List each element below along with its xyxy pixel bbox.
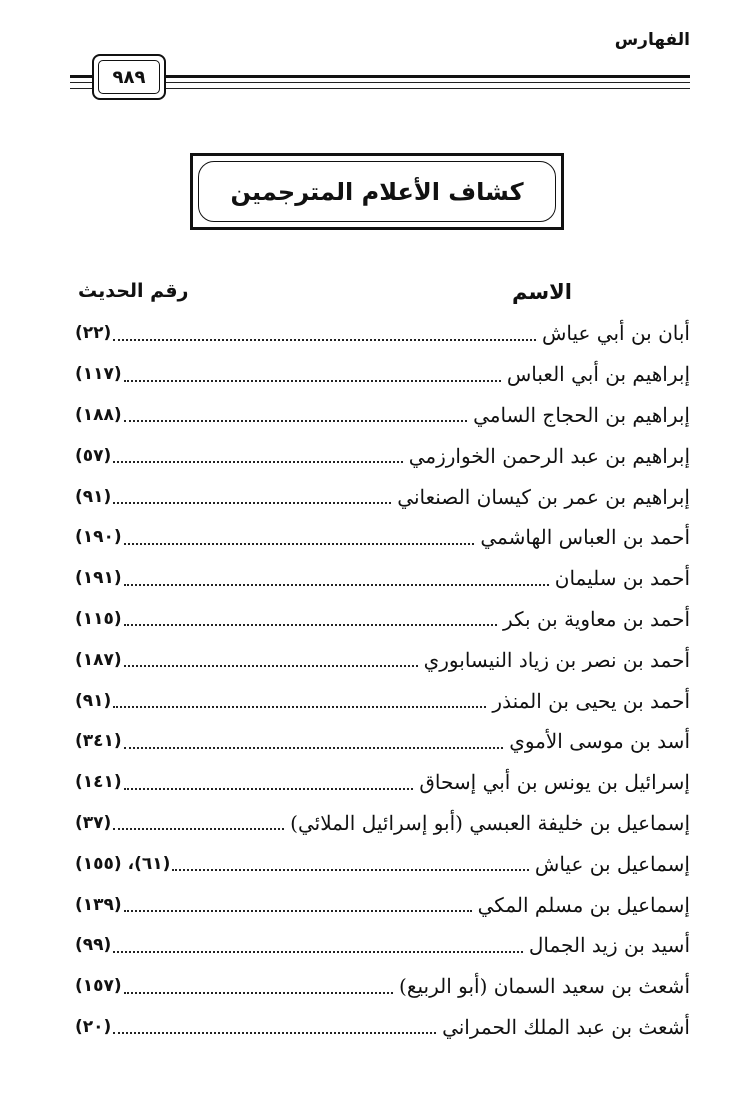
dot-leader bbox=[113, 501, 391, 504]
column-header-hadith-number: رقم الحديث bbox=[78, 280, 189, 302]
entry-hadith-number: (١٩٠) bbox=[75, 527, 122, 548]
entry-hadith-number: (٢٢) bbox=[75, 323, 112, 344]
title-frame bbox=[190, 153, 564, 230]
entry-hadith-number: (٩٩) bbox=[75, 935, 112, 956]
entry-name: إسماعيل بن عياش bbox=[534, 851, 690, 876]
entry-hadith-number: (١١٥) bbox=[75, 608, 122, 629]
index-entry bbox=[75, 680, 690, 721]
entry-name: أحمد بن معاوية بن بكر bbox=[502, 606, 690, 631]
dot-leader bbox=[124, 623, 497, 626]
dot-leader bbox=[172, 868, 529, 871]
entry-name: أبان بن أبي عياش bbox=[541, 321, 690, 346]
dot-leader bbox=[124, 787, 414, 790]
index-entry bbox=[75, 395, 690, 436]
entry-name: أحمد بن يحيى بن المنذر bbox=[492, 688, 690, 713]
dot-leader bbox=[113, 705, 486, 708]
index-entries bbox=[75, 313, 690, 1047]
entry-hadith-number: (٣٧) bbox=[75, 812, 112, 833]
index-entry bbox=[75, 476, 690, 517]
entry-name: إسماعيل بن خليفة العبسي (أبو إسرائيل الملائي) bbox=[290, 810, 690, 835]
entry-name: إسرائيل بن يونس بن أبي إسحاق bbox=[419, 770, 690, 795]
page-number-frame bbox=[92, 54, 166, 100]
dot-leader bbox=[113, 460, 402, 463]
dot-leader bbox=[124, 909, 472, 912]
dot-leader bbox=[124, 664, 418, 667]
entry-hadith-number: (٦١)، (١٥٥) bbox=[75, 853, 171, 874]
entry-name: أحمد بن نصر بن زياد النيسابوري bbox=[423, 647, 690, 672]
entry-hadith-number: (١٨٧) bbox=[75, 649, 122, 670]
entry-name: إبراهيم بن الحجاج السامي bbox=[473, 402, 690, 427]
entry-hadith-number: (١٤١) bbox=[75, 772, 122, 793]
index-entry bbox=[75, 966, 690, 1007]
dot-leader bbox=[113, 1031, 436, 1034]
entry-name: إبراهيم بن أبي العباس bbox=[506, 362, 690, 387]
index-entry bbox=[75, 884, 690, 925]
page-number: ٩٨٩ bbox=[98, 60, 160, 94]
dot-leader bbox=[124, 542, 475, 545]
entry-hadith-number: (١٨٨) bbox=[75, 404, 122, 425]
entry-name: أسد بن موسى الأموي bbox=[509, 729, 690, 754]
index-entry bbox=[75, 558, 690, 599]
index-entry bbox=[75, 721, 690, 762]
entry-name: أحمد بن سليمان bbox=[554, 566, 690, 591]
index-entry bbox=[75, 313, 690, 354]
entry-hadith-number: (١٩١) bbox=[75, 568, 122, 589]
index-entry bbox=[75, 843, 690, 884]
dot-leader bbox=[113, 338, 536, 341]
entry-hadith-number: (١١٧) bbox=[75, 364, 122, 385]
entry-hadith-number: (٩١) bbox=[75, 486, 112, 507]
index-entry bbox=[75, 517, 690, 558]
entry-name: إسماعيل بن مسلم المكي bbox=[477, 892, 690, 917]
dot-leader bbox=[124, 583, 549, 586]
entry-name: إبراهيم بن عبد الرحمن الخوارزمي bbox=[408, 443, 690, 468]
entry-hadith-number: (٢٠) bbox=[75, 1016, 112, 1037]
index-entry bbox=[75, 762, 690, 803]
index-entry bbox=[75, 803, 690, 844]
entry-hadith-number: (١٣٩) bbox=[75, 894, 122, 915]
index-entry bbox=[75, 925, 690, 966]
index-entry bbox=[75, 639, 690, 680]
index-entry bbox=[75, 1007, 690, 1048]
index-entry bbox=[75, 354, 690, 395]
dot-leader bbox=[124, 379, 501, 382]
entry-hadith-number: (٥٧) bbox=[75, 445, 112, 466]
entry-hadith-number: (١٥٧) bbox=[75, 976, 122, 997]
entry-hadith-number: (٣٤١) bbox=[75, 731, 122, 752]
index-entry bbox=[75, 599, 690, 640]
section-name: الفهارس bbox=[614, 30, 690, 50]
dot-leader bbox=[124, 419, 467, 422]
dot-leader bbox=[113, 827, 284, 830]
entry-name: أحمد بن العباس الهاشمي bbox=[480, 525, 690, 550]
entry-hadith-number: (٩١) bbox=[75, 690, 112, 711]
dot-leader bbox=[113, 950, 522, 953]
entry-name: أسيد بن زيد الجمال bbox=[528, 933, 690, 958]
index-entry bbox=[75, 435, 690, 476]
entry-name: أشعث بن عبد الملك الحمراني bbox=[442, 1014, 690, 1039]
dot-leader bbox=[124, 991, 393, 994]
entry-name: أشعث بن سعيد السمان (أبو الربيع) bbox=[399, 974, 690, 999]
index-title: كشاف الأعلام المترجمين bbox=[198, 161, 556, 222]
page-header bbox=[0, 0, 746, 110]
column-header-name: الاسم bbox=[512, 280, 572, 304]
dot-leader bbox=[124, 746, 503, 749]
entry-name: إبراهيم بن عمر بن كيسان الصنعاني bbox=[397, 484, 690, 509]
